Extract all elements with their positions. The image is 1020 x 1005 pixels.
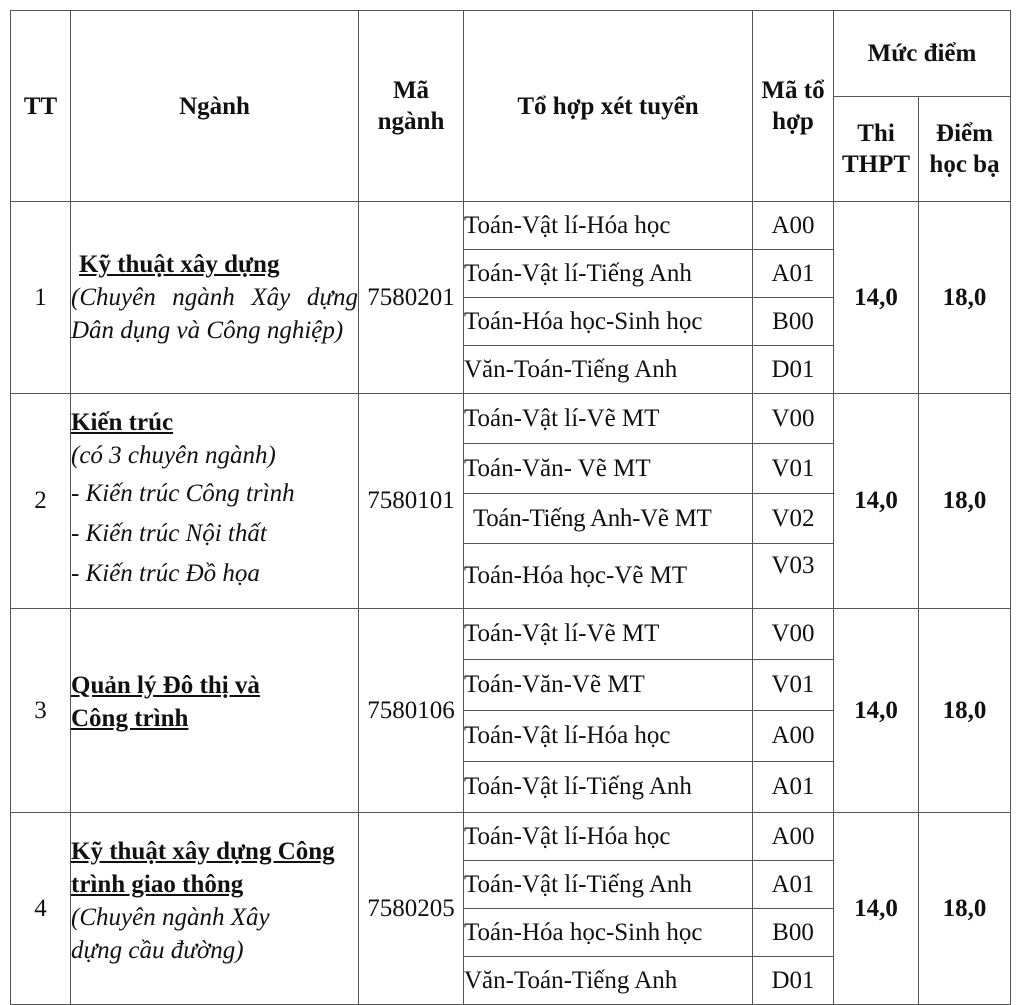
major-note: (có 3 chuyên ngành) <box>71 442 276 469</box>
score-thpt: 14,0 <box>834 813 919 1005</box>
major-title: Quản lý Đô thị và Công trình <box>71 671 260 732</box>
combination-code: V02 <box>753 494 834 544</box>
score-transcript: 18,0 <box>919 202 1011 394</box>
combination-subjects: Văn-Toán-Tiếng Anh <box>464 346 753 394</box>
combination-subjects: Toán-Vật lí-Vẽ MT <box>464 609 753 660</box>
header-major-code: Mã ngành <box>359 11 464 202</box>
combination-subjects: Toán-Vật lí-Hóa học <box>464 711 753 762</box>
combination-subjects: Toán-Hóa học-Sinh học <box>464 909 753 957</box>
combination-code: V00 <box>753 609 834 660</box>
score-thpt: 14,0 <box>834 394 919 609</box>
row-number: 4 <box>11 813 71 1005</box>
combination-code: V03 <box>753 544 834 609</box>
major-cell <box>71 609 359 813</box>
combination-code: B00 <box>753 909 834 957</box>
header-score-thpt: Thi THPT <box>834 97 919 202</box>
combination-subjects: Toán-Văn- Vẽ MT <box>464 444 753 494</box>
combination-subjects: Toán-Hóa học-Vẽ MT <box>464 544 753 609</box>
combination-subjects: Toán-Tiếng Anh-Vẽ MT <box>464 494 753 544</box>
score-thpt: 14,0 <box>834 609 919 813</box>
combination-code: D01 <box>753 957 834 1005</box>
combination-code: V01 <box>753 660 834 711</box>
major-cell <box>71 202 359 394</box>
major-code: 7580101 <box>359 394 464 609</box>
major-specialization: - Kiến trúc Nội thất <box>71 520 267 547</box>
major-code: 7580106 <box>359 609 464 813</box>
score-transcript: 18,0 <box>919 609 1011 813</box>
major-cell <box>71 394 359 609</box>
row-number: 2 <box>11 394 71 609</box>
combination-code: A01 <box>753 250 834 298</box>
combination-subjects: Toán-Vật lí-Vẽ MT <box>464 394 753 444</box>
combination-subjects: Toán-Vật lí-Tiếng Anh <box>464 250 753 298</box>
combination-subjects: Toán-Vật lí-Tiếng Anh <box>464 762 753 813</box>
table-row <box>11 202 1011 250</box>
combination-code: A00 <box>753 711 834 762</box>
major-title: Kiến trúc <box>71 409 174 436</box>
combination-subjects: Toán-Vật lí-Hóa học <box>464 813 753 861</box>
admission-score-table <box>10 10 1011 1005</box>
major-title: Kỹ thuật xây dựng Công trình giao thông <box>71 837 335 898</box>
major-specialization: - Kiến trúc Đồ họa <box>71 560 260 587</box>
table-row <box>11 813 1011 861</box>
combination-subjects: Toán-Văn-Vẽ MT <box>464 660 753 711</box>
combination-subjects: Văn-Toán-Tiếng Anh <box>464 957 753 1005</box>
header-tt: TT <box>11 11 71 202</box>
major-specialization: - Kiến trúc Công trình <box>71 480 295 507</box>
header-combination: Tổ hợp xét tuyển <box>464 11 753 202</box>
major-title: Kỹ thuật xây dựng <box>79 251 280 278</box>
combination-code: A01 <box>753 762 834 813</box>
score-transcript: 18,0 <box>919 394 1011 609</box>
major-cell <box>71 813 359 1005</box>
header-major: Ngành <box>71 11 359 202</box>
score-transcript: 18,0 <box>919 813 1011 1005</box>
major-code: 7580201 <box>359 202 464 394</box>
major-note: (Chuyên ngành Xây dựng cầu đường) <box>71 903 270 964</box>
combination-code: A00 <box>753 202 834 250</box>
combination-code: V01 <box>753 444 834 494</box>
table-row <box>11 394 1011 444</box>
major-code: 7580205 <box>359 813 464 1005</box>
combination-subjects: Toán-Vật lí-Tiếng Anh <box>464 861 753 909</box>
row-number: 3 <box>11 609 71 813</box>
combination-subjects: Toán-Vật lí-Hóa học <box>464 202 753 250</box>
row-number: 1 <box>11 202 71 394</box>
score-thpt: 14,0 <box>834 202 919 394</box>
table-row <box>11 609 1011 660</box>
combination-code: V00 <box>753 394 834 444</box>
combination-code: A00 <box>753 813 834 861</box>
major-note: (Chuyên ngành Xây dựng Dân dụng và Công nghiệp) <box>71 284 358 344</box>
combination-code: D01 <box>753 346 834 394</box>
header-score-group: Mức điểm <box>834 11 1011 97</box>
header-score-transcript: Điểm học bạ <box>919 97 1011 202</box>
combination-subjects: Toán-Hóa học-Sinh học <box>464 298 753 346</box>
combination-code: A01 <box>753 861 834 909</box>
header-combination-code: Mã tổ hợp <box>753 11 834 202</box>
combination-code: B00 <box>753 298 834 346</box>
